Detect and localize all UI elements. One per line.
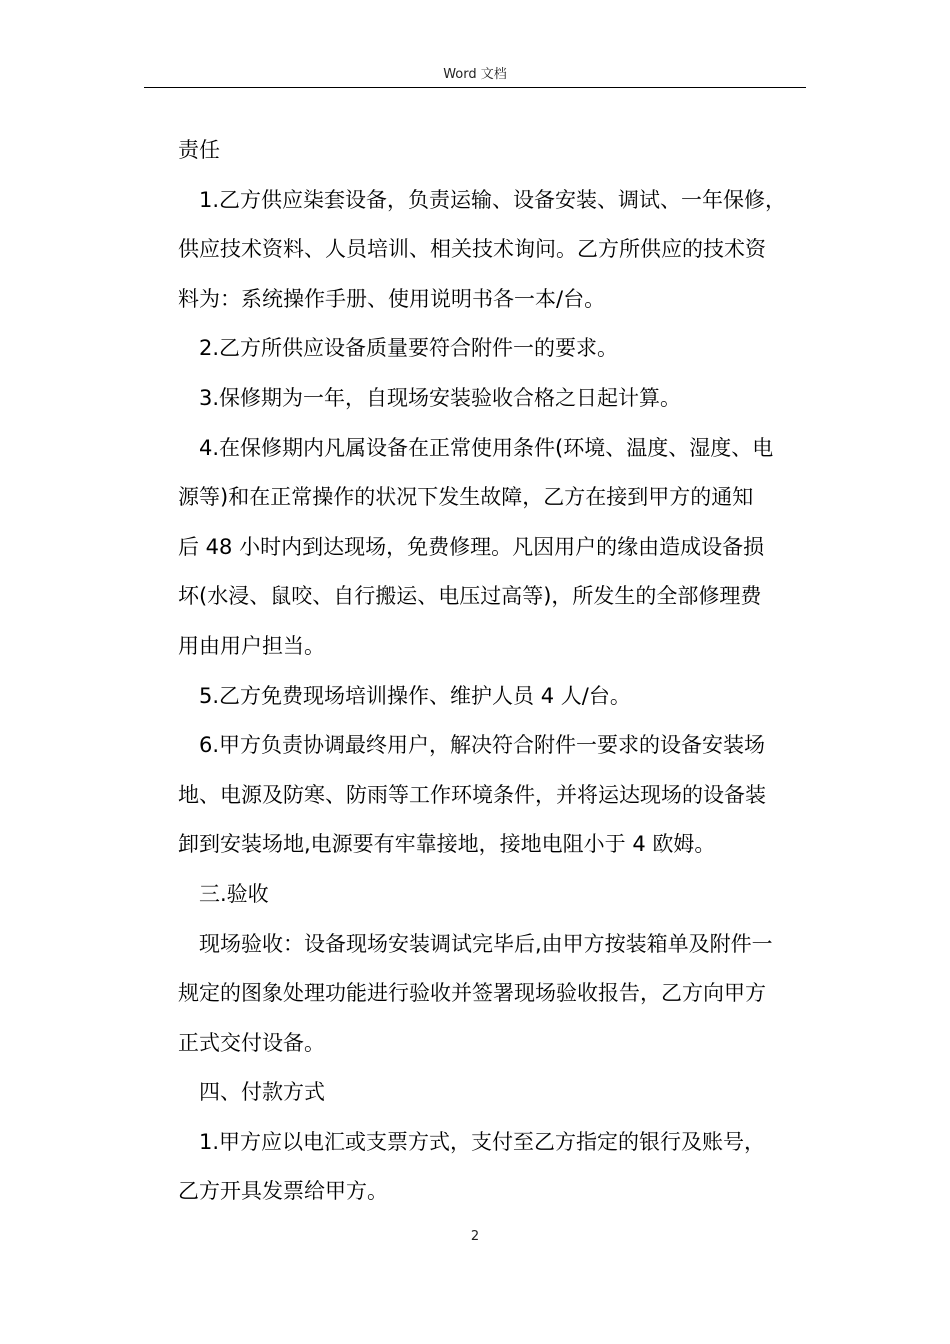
text-line: 卸到安装场地,电源要有牢靠接地，接地电阻小于 4 欧姆。 [178, 832, 716, 857]
text-line: 现场验收：设备现场安装调试完毕后,由甲方按装箱单及附件一 [199, 931, 773, 956]
text-line: 后 48 小时内到达现场，免费修理。凡因用户的缘由造成设备损 [178, 534, 765, 559]
text-line: 供应技术资料、人员培训、相关技术询问。乙方所供应的技术资 [178, 237, 766, 262]
page-header: Word 文档 [443, 67, 507, 82]
text-line: 乙方开具发票给甲方。 [178, 1179, 388, 1204]
text-line: 6.甲方负责协调最终用户，解决符合附件一要求的设备安装场 [199, 733, 766, 758]
header-divider [144, 87, 806, 88]
text-line: 4.在保修期内凡属设备在正常使用条件(环境、温度、湿度、电 [199, 435, 774, 460]
text-line: 料为：系统操作手册、使用说明书各一本/台。 [178, 286, 606, 311]
document-body [178, 126, 808, 1217]
text-line: 5.乙方免费现场培训操作、维护人员 4 人/台。 [199, 683, 631, 708]
page-number: 2 [470, 1229, 480, 1244]
text-line: 责任 [178, 138, 220, 162]
text-line: 用由用户担当。 [178, 633, 325, 658]
section-heading: 四、付款方式 [199, 1080, 325, 1105]
text-line: 坏(水浸、鼠咬、自行搬运、电压过高等)，所发生的全部修理费 [178, 584, 762, 609]
text-line: 3.保修期为一年，自现场安装验收合格之日起计算。 [199, 385, 682, 410]
text-line: 正式交付设备。 [178, 1030, 325, 1055]
text-line: 规定的图象处理功能进行验收并签署现场验收报告，乙方向甲方 [178, 981, 766, 1006]
section-heading: 三.验收 [199, 881, 269, 906]
text-line: 源等)和在正常操作的状况下发生故障，乙方在接到甲方的通知 [178, 485, 754, 510]
text-line: 地、电源及防寒、防雨等工作环境条件，并将运达现场的设备装 [178, 782, 766, 807]
text-line: 1.甲方应以电汇或支票方式，支付至乙方指定的银行及账号， [199, 1129, 766, 1154]
text-line: 1.乙方供应柒套设备，负责运输、设备安装、调试、一年保修， [199, 187, 787, 212]
text-line: 2.乙方所供应设备质量要符合附件一的要求。 [199, 336, 619, 361]
